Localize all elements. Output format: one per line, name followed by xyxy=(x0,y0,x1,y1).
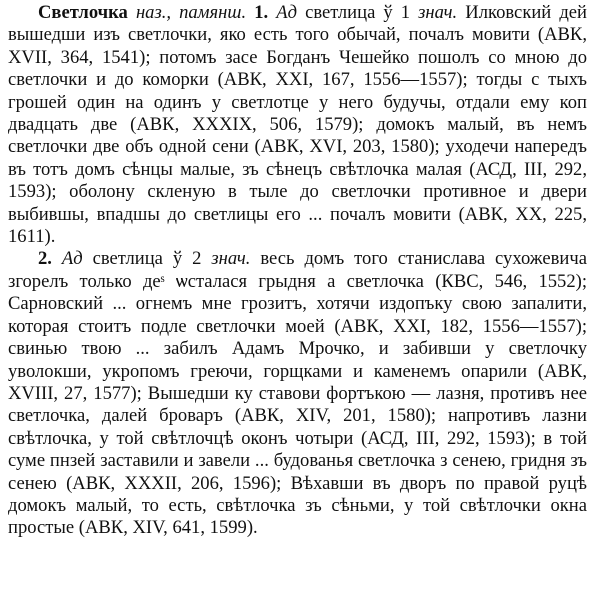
definition-label-1: Ад xyxy=(276,2,297,23)
definition-tail-1: знач. xyxy=(418,2,458,23)
headword: Светлочка xyxy=(38,2,128,23)
definition-ref-1: светлица ў 1 xyxy=(305,2,411,23)
sense-number-2: 2. xyxy=(38,248,52,270)
sense-text-2: весь домъ того станислава сухожевича згорелъ только деˢ ѡсталася грыдня а светлочка (КВС, 546, 1552); Сарновский ... огнемъ мне грозитъ, хотячи издопъку свою запалити, которая стоитъ подле светлочки моей (АВК, XXI, 182, 1556—1557); свинью твою ... забилъ Адамъ Мрочко, и забивши у светлочку уволокши, укропомъ греючи, горщками и каменемъ опарили (АВК, XVIII, 27, 1577); Вышедши ку ставови фортъкою — лазня, противъ нее светлочка, далей броваръ (АВК, XIV, 201, 1580); напротивъ лазни свѣтлочка, у той свѣтлочцѣ оконъ чотыри (АСД, III, 292, 1593); в той суме пнзей заставили и завели ... будованья светлочка з сенею, гридня зъ сенею (АВК, XXXII, 206, 1596); Вѣхавши въ дворъ по правой руцѣ домокъ малый, то есть, свѣтлочка зъ сѣньми, у той свѣтлочки окна простые (АВК, XIV, 641, 1599). xyxy=(8,248,587,539)
grammar-label: наз., памянш. xyxy=(135,2,247,23)
sense-text-1: Илковский дей вышедши изъ светлочки, яко есть того обычай, почалъ мовити (АВК, XVII, 364, 1541); потомъ засе Богданъ Чешейко пошолъ со мною до светлочки и до коморки (АВК, XXI, 167, 1556—1557); тогды с тыхъ грошей один на одинъ у светлотце у него будучы, отдали ему коп двадцать две (АВК, XXXIX, 506, 1579); домокъ малый, въ немъ светлочки две объ одной сени (АВК, XVI, 203, 1580); уходечи напередъ въ тотъ домъ сѣнцы малые, зъ сѣнецъ свѣтлочка малая (АСД, III, 292, 1593); оболону скленую в тыле до светлочки противное и двери выбившы, впадшы до светлицы его ... почалъ мовити (АВК, XX, 225, 1611). xyxy=(8,2,587,248)
entry-sense-2 xyxy=(8,248,587,539)
definition-label-2: Ад xyxy=(61,248,83,270)
entry-sense-1 xyxy=(8,2,587,248)
sense-number-1: 1. xyxy=(254,2,269,23)
definition-tail-2: знач. xyxy=(211,248,251,270)
definition-ref-2: светлица ў 2 xyxy=(92,248,202,270)
